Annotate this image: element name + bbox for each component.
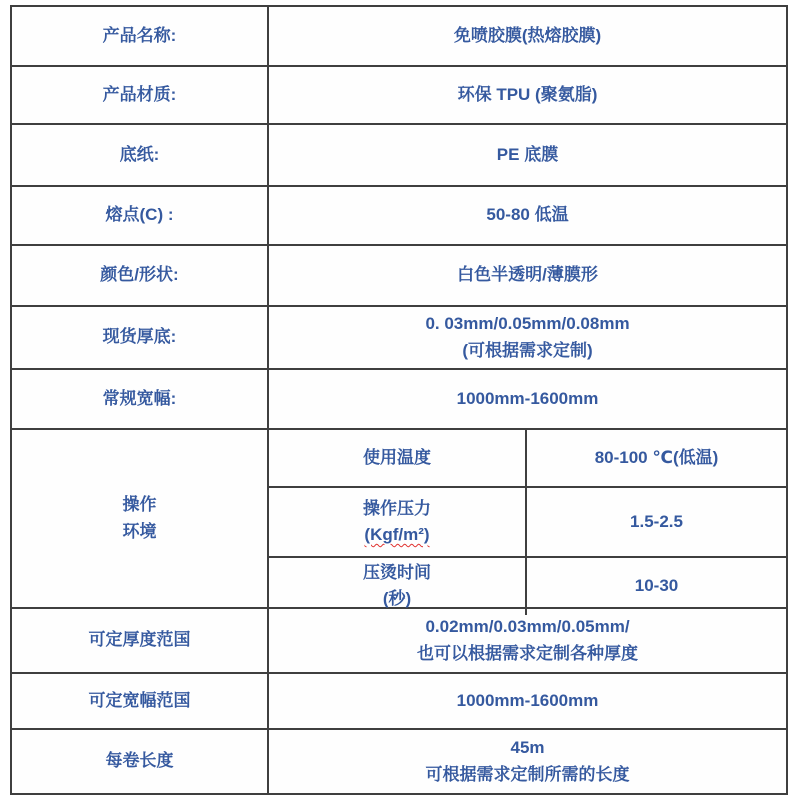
roll-length-line2: 可根据需求定制所需的长度 <box>425 764 630 784</box>
operation-subrow-pressure <box>269 488 786 558</box>
operation-subtable <box>269 430 786 607</box>
subrow-label-operating-pressure <box>269 488 527 556</box>
row-label-custom-width-range: 可定宽幅范国 <box>12 674 269 728</box>
subrow-label-use-temperature: 使用温度 <box>269 430 527 486</box>
pressure-label-line1: 操作压力 <box>363 498 431 518</box>
row-label-material: 产品材质: <box>12 67 269 123</box>
subrow-value-operating-pressure: 1.5-2.5 <box>630 511 683 531</box>
table-row <box>12 370 786 430</box>
row-value-product-name: 免喷胶膜(热熔胶膜) <box>453 25 602 45</box>
operation-subrow-press-time <box>269 558 786 615</box>
stock-thickness-line2: (可根据需求定制) <box>462 340 593 360</box>
row-value-roll-length <box>269 730 786 793</box>
row-label-roll-length: 每卷长度 <box>12 730 269 793</box>
row-value-stock-thickness <box>269 307 786 368</box>
table-row <box>12 609 786 674</box>
row-value-material: 环保 TPU (聚氨脂) <box>457 84 598 104</box>
subrow-label-press-time <box>269 558 527 615</box>
press-time-label-line1: 压烫时间 <box>363 563 431 582</box>
table-row <box>12 246 786 307</box>
operation-label-line2: 环境 <box>122 521 157 541</box>
row-value-liner: PE 底膜 <box>496 144 559 164</box>
row-label-operation-environment <box>12 430 269 607</box>
subrow-value-use-temperature: 80-100 ℃(低温) <box>594 447 719 467</box>
table-row <box>12 730 786 793</box>
table-row <box>12 307 786 370</box>
row-value-color-shape: 白色半透明/薄膜形 <box>457 265 598 285</box>
table-row <box>12 125 786 187</box>
table-row <box>12 187 786 246</box>
row-label-color-shape: 颜色/形状: <box>12 246 269 305</box>
operation-subrow-temperature <box>269 430 786 488</box>
table-row <box>12 7 786 67</box>
row-label-liner: 底纸: <box>12 125 269 185</box>
row-value-custom-thickness-range <box>269 609 786 672</box>
custom-thickness-line2: 也可以根据需求定制各种厚度 <box>417 643 638 663</box>
roll-length-line1: 45m <box>510 738 545 758</box>
table-row <box>12 67 786 125</box>
press-time-unit-label: (秒) <box>382 589 412 609</box>
custom-thickness-line1: 0.02mm/0.03mm/0.05mm/ <box>425 617 630 637</box>
row-label-product-name: 产品名称: <box>12 7 269 65</box>
row-label-melting-point: 熔点(C) : <box>12 187 269 244</box>
operation-label-line1: 操作 <box>122 495 157 515</box>
stock-thickness-line1: 0. 03mm/0.05mm/0.08mm <box>425 314 630 334</box>
row-value-melting-point: 50-80 低温 <box>486 205 569 225</box>
row-label-custom-thickness-range: 可定厚度范国 <box>12 609 269 672</box>
subrow-value-press-time: 10-30 <box>634 576 679 596</box>
row-label-standard-width: 常规宽幅: <box>12 370 269 428</box>
product-spec-table <box>10 5 788 795</box>
row-label-stock-thickness: 现货厚底: <box>12 307 269 368</box>
row-value-custom-width-range: 1000mm-1600mm <box>456 690 599 710</box>
pressure-unit-label: (Kgf/m²) <box>364 525 430 544</box>
table-row <box>12 674 786 730</box>
operation-environment-section <box>12 430 786 609</box>
row-value-standard-width: 1000mm-1600mm <box>456 388 599 408</box>
